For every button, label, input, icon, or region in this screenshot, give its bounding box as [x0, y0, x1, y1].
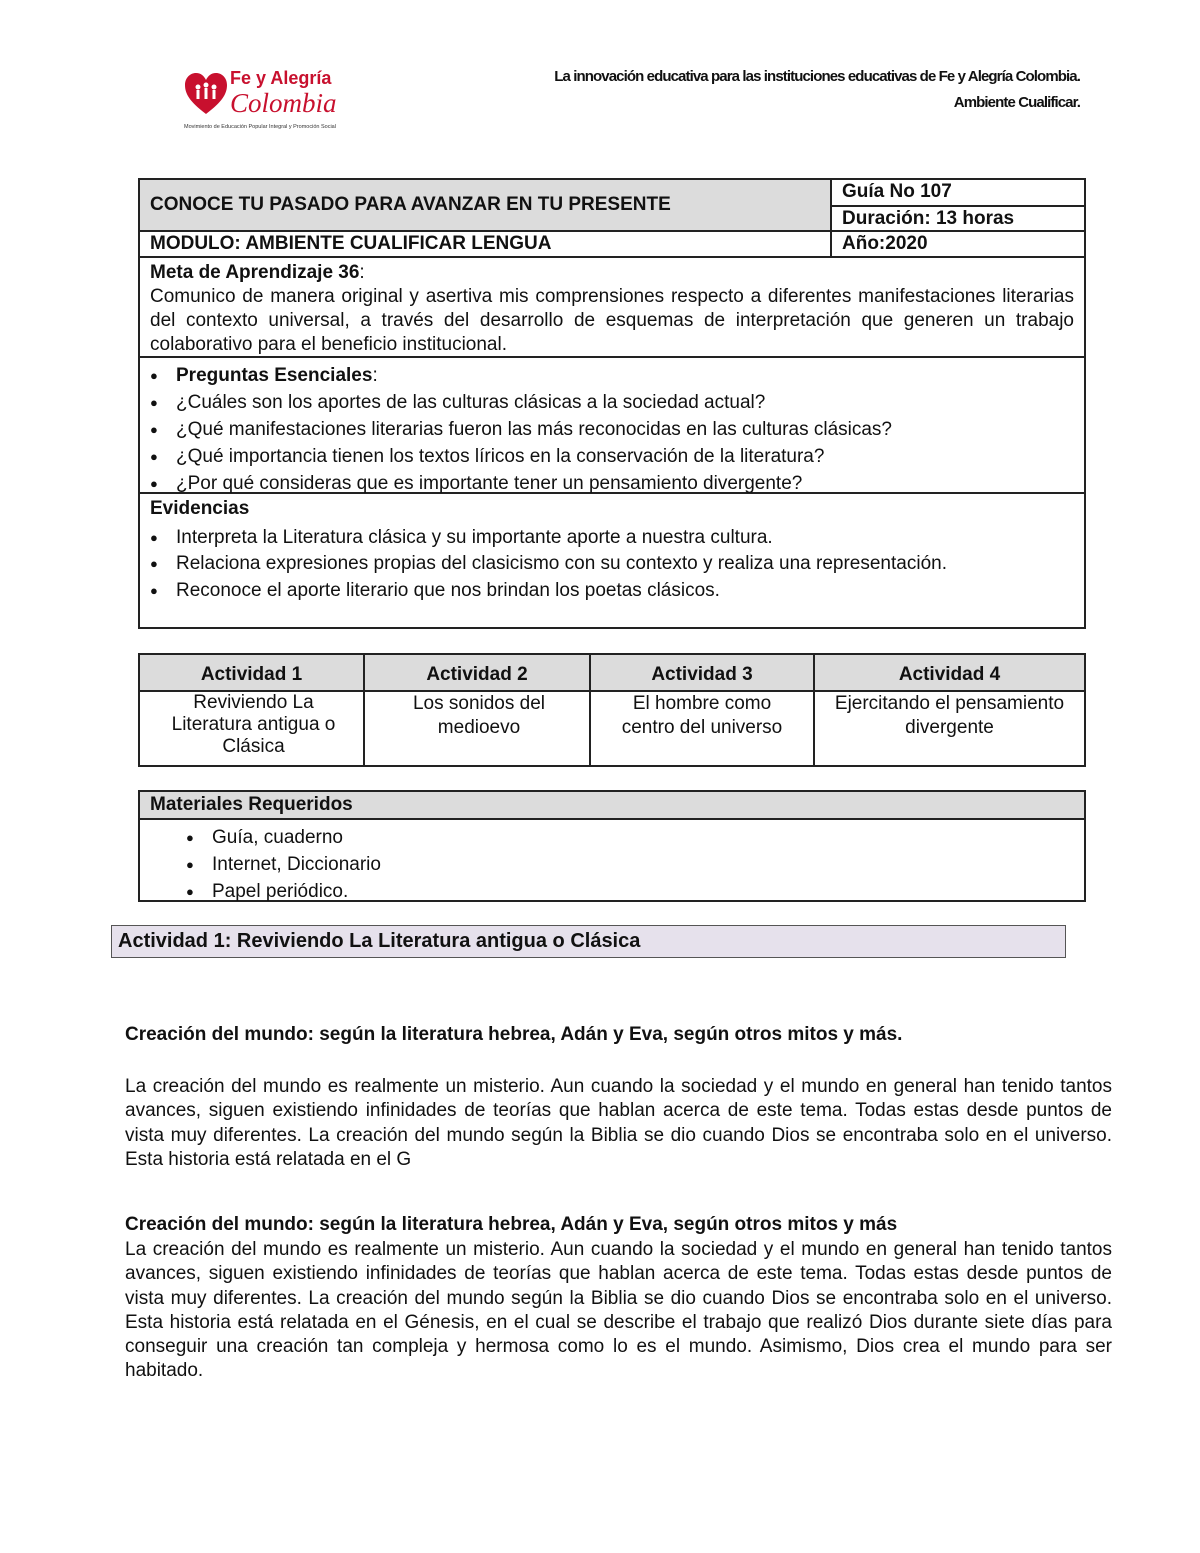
activity-name-3: El hombre como centro del universo: [591, 692, 815, 765]
activity-header-2: Actividad 2: [365, 655, 591, 692]
guide-number: Guía No 107: [832, 180, 1084, 207]
question-item: ● ¿Qué importancia tienen los textos líricos en la conservación de la literatura?: [140, 444, 1084, 469]
logo-name: Fe y Alegría: [230, 68, 332, 88]
logo-tagline: Movimiento de Educación Popular Integral y Promoción Social: [184, 124, 336, 130]
essential-questions-item: ● Preguntas Esenciales:: [140, 363, 1084, 388]
section-heading: Creación del mundo: según la literatura hebrea, Adán y Eva, según otros mitos y más: [125, 1214, 898, 1235]
learning-goal-label: Meta de Aprendizaje 36: [150, 262, 360, 283]
material-item: ● Papel periódico.: [176, 878, 381, 905]
body-paragraph: La creación del mundo es realmente un misterio. Aun cuando la sociedad y el mundo en general han tenido tantos avances, siguen existiendo infinidades de teorías que hablan acerca de este tema. Todas estas desde puntos de vista muy diferentes. La creación del mundo según la Biblia se dio cuando Dios se encontraba solo en el universo. Esta historia está relatada en el G: [125, 1076, 1112, 1170]
activity-header-1: Actividad 1: [140, 655, 365, 692]
activity-header-3: Actividad 3: [591, 655, 815, 692]
learning-goal-text: Comunico de manera original y asertiva mis comprensiones respecto a diferentes manifestaciones literarias del contexto universal, a través del desarrollo de esquemas de interpretación que generen un trabajo colaborativo para el beneficio institucional.: [150, 286, 1074, 355]
activity-name-2: Los sonidos del medioevo: [365, 692, 591, 765]
guide-year: Año:2020: [832, 232, 1084, 258]
logo-country: Colombia: [230, 88, 337, 118]
header-ambiente: Ambiente Cualificar.: [953, 94, 1080, 111]
question-item: ● ¿Cuáles son los aportes de las culturas clásicas a la sociedad actual?: [140, 390, 1084, 415]
evidence-label: Evidencias: [150, 498, 250, 519]
question-item: ● ¿Por qué consideras que es importante tener un pensamiento divergente?: [140, 471, 1084, 496]
activities-table: [138, 653, 1086, 767]
activity-name-4: Ejercitando el pensamiento divergente: [834, 693, 1065, 738]
evidence-item: ● Reconoce el aporte literario que nos brindan los poetas clásicos.: [140, 578, 1070, 603]
activity-header-4: Actividad 4: [815, 655, 1084, 692]
question-item: ● ¿Qué manifestaciones literarias fueron las más reconocidas en las culturas clásicas?: [140, 417, 1084, 442]
activity-name-1: Reviviendo La Literatura antigua o Clásica: [140, 692, 365, 765]
guide-title: CONOCE TU PASADO PARA AVANZAR EN TU PRESENTE: [140, 180, 832, 232]
heart-children-icon: [184, 72, 228, 116]
material-item: ● Guía, cuaderno: [176, 824, 381, 851]
materials-table: [138, 790, 1086, 902]
learning-goal-section: Meta de Aprendizaje 36: Comunico de manera original y asertiva mis comprensiones respecto a diferentes manifestaciones literarias del contexto universal, a través del desarrollo de esquemas de interpretación que generen un trabajo colaborativo para el beneficio institucional.: [140, 258, 1084, 358]
essential-questions-section: [140, 358, 1084, 494]
evidence-section: [140, 494, 1084, 627]
module-label: MODULO: AMBIENTE CUALIFICAR LENGUA: [140, 232, 832, 258]
material-item: ● Internet, Diccionario: [176, 851, 381, 878]
activity1-title: Actividad 1: Reviviendo La Literatura antigua o Clásica: [111, 925, 1066, 958]
section-heading: Creación del mundo: según la literatura hebrea, Adán y Eva, según otros mitos y más.: [125, 1024, 903, 1045]
guide-duration: Duración: 13 horas: [832, 207, 1084, 232]
evidence-item: ● Relaciona expresiones propias del clasicismo con su contexto y realiza una representación.: [140, 552, 1070, 576]
organization-logo: [184, 68, 354, 136]
body-paragraph: La creación del mundo es realmente un misterio. Aun cuando la sociedad y el mundo en general han tenido tantos avances, siguen existiendo infinidades de teorías que hablan acerca de este tema. Todas estas desde puntos de vista muy diferentes. La creación del mundo según la Biblia se dio cuando Dios se encontraba solo en el universo. Esta historia está relatada en el Génesis, en el cual se describe el trabajo que realizó Dios durante siete días para conseguir una creación tan compleja y hermosa como lo es el mundo. Asimismo, Dios crea el mundo para ser habitado.: [125, 1239, 1112, 1382]
evidence-item: ● Interpreta la Literatura clásica y su importante aporte a nuestra cultura.: [140, 525, 1070, 550]
header-tagline: La innovación educativa para las instituciones educativas de Fe y Alegría Colombia.: [554, 68, 1080, 85]
essential-questions-label: Preguntas Esenciales: [176, 365, 373, 386]
materials-label: Materiales Requeridos: [140, 792, 1084, 820]
guide-info-table: [138, 178, 1086, 629]
